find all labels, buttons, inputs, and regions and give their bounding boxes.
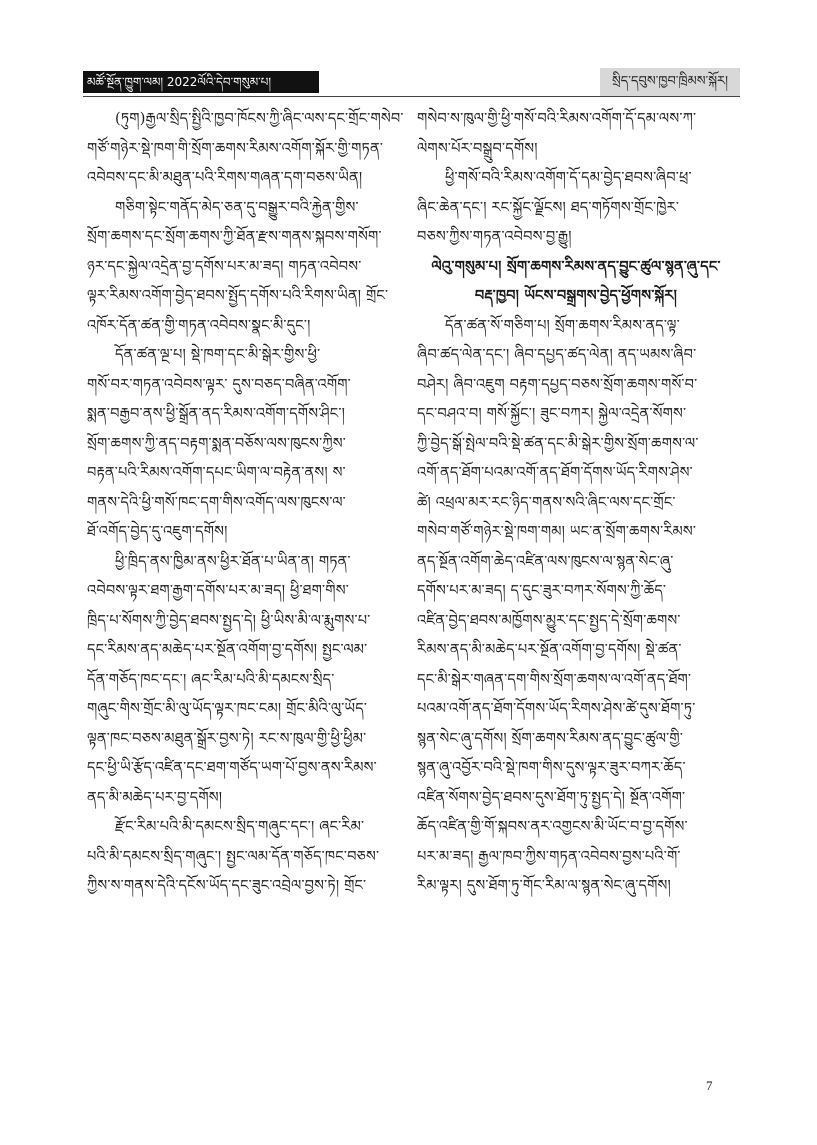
text-line: འཁོར་དོན་ཚན་གྱི་གཏན་འབེབས་སྣང་མི་དུང་།	[87, 317, 311, 334]
text-line: ལེའུ་གསུམ་པ། སྲོག་ཆགས་རིམས་ནད་བྱུང་ཚུལ་སྙན་ཞུ་དང་	[431, 258, 721, 275]
text-line: ཕྱི་ཁྲིད་ནས་ཁྱིམ་ནས་ཕྱིར་ཐོན་པ་ཡིན་ན། གཏན་	[115, 553, 351, 570]
text-line: རིམ་ལྟར། དུས་ཐོག་ཏུ་གོང་རིམ་ལ་སྙན་སེང་ཞུ་དགོས།	[417, 878, 671, 894]
text-line: ཆོད་འཛིན་གྱི་གོ་སྐབས་ནར་འགྱངས་མི་ཡོང་བ་བྱ་དགོས་	[417, 819, 688, 835]
right-text-column	[417, 105, 735, 1065]
text-line: འཛིན་བྱེད་ཐབས་མཁྱོགས་མྱུར་དང་སྤྱད་དེ་སྲོག་ཆགས་	[417, 612, 681, 629]
text-line: ལྟན་ཁང་བཅས་མཐུན་སྒྲོར་བྱས་ཏེ། རང་ས་ཁུལ་གྱི་ཕྱི་ཕྱིམ་	[87, 730, 367, 747]
text-line: ཞིབ་ཚད་ལེན་དང་། ཞིབ་དཔྱད་ཚད་ལེན། ནད་ཡམས་ཞིབ་	[417, 347, 697, 363]
text-line: དགོས་པར་མ་ཟད། ད་དུང་ཟུར་བཀར་སོགས་ཀྱི་ཆོད་	[417, 583, 667, 599]
text-line: (ཏུག)རྒྱལ་སྲིད་སྤྱིའི་ཁྱབ་ཁོངས་ཀྱི་ཞིང་ལས་དང་གྲོང་གསེབ་	[115, 111, 404, 127]
text-line: དང་ཕྱི་ཡི་རྩོད་འཛིན་དང་ཐག་གཙོད་ཡག་པོ་བྱས་ནས་རིམས་	[87, 760, 377, 776]
text-line: ཚེ། འཕྲལ་མར་རང་ཉིད་གནས་སའི་ཞིང་ལས་དང་གྲོང་	[417, 494, 676, 511]
text-line: གཙོ་གཉེར་སྡེ་ཁག་གི་སྲོག་ཆགས་རིམས་འགོག་སྐོར་གྱི་གཏན་	[87, 140, 384, 157]
text-line: ཞིང་ཆེན་དང་། རང་སྐྱོང་ལྗོངས། ཐད་གཏོགས་གྲོང་ཁྱེར་	[417, 199, 680, 216]
text-line: ཐོ་འགོད་བྱེད་དུ་འཇུག་དགོས།	[87, 524, 228, 540]
text-line: ནད་མི་མཆེད་པར་བྱ་དགོས།	[87, 789, 223, 806]
text-line: གཅིག་སྟེང་གནོད་མེད་ཅན་དུ་བསྒྱུར་བའི་རྐྱེན་གྱིས་	[115, 199, 359, 216]
text-line: འབེབས་དང་མི་མཐུན་པའི་རིགས་གཞན་དག་བཅས་ཡིན།	[87, 170, 363, 186]
text-line: དོན་ཚན་སོ་གཅིག་པ། སྲོག་ཆགས་རིམས་ནད་ལྟ་	[445, 317, 680, 334]
text-line: རིམས་ནད་མི་མཆེད་པར་སྔོན་འགོག་བྱ་དགོས། སྡེ་ཚན་	[417, 642, 682, 658]
text-line: བཅས་ཀྱིས་གཏན་འབེབས་བྱ་རྒྱུ།	[417, 229, 572, 245]
journal-title-banner: མཚོ་སྔོན་ཁྱུག་ལམ། 2022ལོའི་དེབ་གསུམ་པ།	[83, 71, 319, 93]
text-line: ཀྱི་བྱེད་སྒོ་སྤེལ་བའི་སྡེ་ཚན་དང་མི་སྒེར་གྱིས་སྲོག་ཆགས་ལ་	[417, 435, 699, 452]
text-line: རྫོང་རིམ་པའི་མི་དམངས་སྲིད་གཞུང་དང་། ཞང་རིམ་	[115, 819, 365, 835]
left-text-column	[87, 105, 405, 1065]
text-line: བརྡ་ཁྱབ། ཡོངས་བསྒྲགས་བྱེད་ཕྱོགས་སྐོར།	[474, 288, 678, 304]
text-line: ཉར་དང་སྐྱེལ་འདྲེན་བྱ་དགོས་པར་མ་ཟད། གཏན་འབེབས་	[87, 258, 362, 275]
header-divider	[83, 96, 740, 97]
section-title-banner: སྲིད་དབུས་ཁྱབ་ཁྲིམས་སྐོར།	[600, 68, 740, 96]
text-line: པའམ་འགོ་ནད་ཐོག་དོགས་ཡོད་རིགས་ཤེས་ཚེ་དུས་ཐོག་ཏུ་	[417, 701, 696, 717]
text-line: གསེབ་གཙོ་གཉེར་སྡེ་ཁག་གམ། ཡང་ན་སྲོག་ཆགས་རིམས་	[417, 524, 697, 540]
text-line: དང་མི་སྒེར་གཞན་དག་གིས་སྲོག་ཆགས་ལ་འགོ་ནད་ཐོག་	[417, 671, 692, 688]
text-line: ཕྱི་གསོ་བའི་རིམས་འགོག་དོ་དམ་བྱེད་ཐབས་ཞིབ་ཕྲ་	[445, 170, 692, 186]
text-line: དོན་གཅོད་ཁང་དང་། ཞང་རིམ་པའི་མི་དམངས་སྲིད་	[87, 671, 335, 688]
text-line: གསོ་བར་གཏན་འབེབས་ལྟར་ དུས་བཅད་བཞིན་འགོག་	[87, 376, 351, 393]
text-line: འགོ་ནད་ཐོག་པའམ་འགོ་ནད་ཐོག་དོགས་ཡོད་རིགས་ཤེས་	[417, 465, 693, 481]
text-line: ཀྱིས་ས་གནས་དེའི་དངོས་ཡོད་དང་ཟུང་འབྲེལ་བྱས་ཏེ། གྲོང་	[87, 878, 367, 894]
text-line: འབེབས་ལྟར་ཐག་རྒྱག་དགོས་པར་མ་ཟད། ཕྱི་ཐག་གིས་	[87, 583, 349, 599]
text-line: པའི་མི་དམངས་སྲིད་གཞུང་། སྤྱང་ལམ་དོན་གཅོད་ཁང་བཅས་	[87, 848, 380, 865]
text-line: སྨན་བརྒྱབ་ནས་ཕྱི་སྒྲོན་ནད་རིམས་འགོག་དགོས་ཤིང་།	[87, 406, 346, 422]
text-line: དོན་ཚན་ལྔ་པ། སྡེ་ཁག་དང་མི་སྒེར་གྱིས་ཕྱི་	[115, 347, 321, 363]
text-line: བརྟན་པའི་རིམས་འགོག་དཔང་ཡིག་ལ་བརྟེན་ནས། ས་	[87, 465, 346, 481]
text-line: གནས་དེའི་ཕྱི་གསོ་ཁང་དག་གིས་འགོད་ལས་ཁུངས་ལ་	[87, 494, 346, 511]
text-line: དང་བཤའ་བ། གསོ་སྐྱོང་། ཟུང་བཀར། སྐྱེལ་འདྲེན་སོགས་	[417, 406, 687, 422]
text-line: འཛིན་སོགས་བྱེད་ཐབས་དུས་ཐོག་ཏུ་སྤྱད་དེ། སྔོན་འགོག་	[417, 789, 686, 806]
text-line: བཤེར། ཞིབ་འཇུག བརྟག་དཔྱད་བཅས་སྲོག་ཆགས་གསོ་བ་	[417, 376, 698, 393]
text-line: སྙན་ཞུ་འབྱོར་བའི་སྡེ་ཁག་གིས་དུས་ལྟར་ཟུར་བཀར་ཆོད་	[417, 760, 686, 776]
text-line: ནད་སྔོན་འགོག་ཆེད་འཛིན་ལས་ཁུངས་ལ་སྙན་སེང་ཞུ་	[417, 553, 674, 570]
text-line: དང་རིམས་ནད་མཆེད་པར་སྔོན་འགོག་བྱ་དགོས། སྤྱང་ལམ་	[87, 642, 368, 658]
text-line: སྙན་སེང་ཞུ་དགོས། སྲོག་ཆགས་རིམས་ནད་བྱུང་ཚུལ་གྱི་	[417, 730, 684, 747]
text-line: པར་མ་ཟད། རྒྱལ་ཁབ་ཀྱིས་གཏན་འབེབས་བྱས་པའི་གོ་	[417, 848, 681, 865]
text-line: སྲོག་ཆགས་དང་སྲོག་ཆགས་ཀྱི་ཐོན་རྫས་གནས་སྐབས་གསོག་	[87, 229, 382, 245]
text-line: སྲོག་ཆགས་ཀྱི་ནད་བརྟག་སྨན་བཅོས་ལས་ཁུངས་ཀྱིས་	[87, 435, 347, 452]
text-line: ལྟར་རིམས་འགོག་བྱེད་ཐབས་སྤྱོད་དགོས་པའི་རིགས་ཡིན། གྲོང་	[87, 288, 389, 304]
text-line: ལེགས་པོར་བསྒྲུབ་དགོས།	[417, 140, 538, 157]
text-line: གཞུང་གིས་གྲོང་མི་ལུ་ཡོད་ལྟར་ཁང་ངམ། གྲོང་མིའི་ལུ་ཡོད་	[87, 701, 368, 717]
text-line: གསེབ་ས་ཁུལ་གྱི་ཕྱི་གསོ་བའི་རིམས་འགོག་དོ་དམ་ལས་ཀ་	[417, 111, 697, 127]
text-line: ཁྲིད་པ་སོགས་ཀྱི་བྱེད་ཐབས་སྤྱད་དེ། ཕྱི་ཡིས་མི་ལ་རྨུགས་པ་	[87, 612, 371, 629]
page-number: 7	[706, 1078, 713, 1093]
